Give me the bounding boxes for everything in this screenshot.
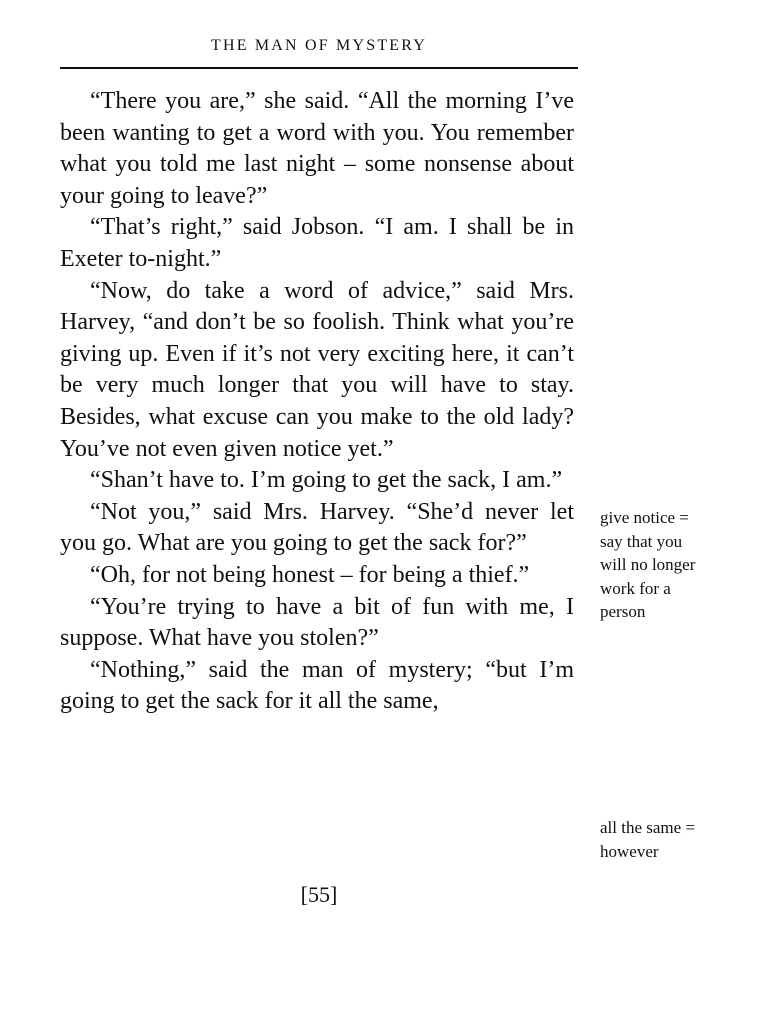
margin-gloss-all-the-same: all the same = however	[600, 818, 696, 861]
running-header: THE MAN OF MYSTERY	[210, 37, 428, 54]
paragraph-1: “There you are,” she said. “All the morning I’ve been wanting to get a word with you. You remember what you told me last night – some nonsense about your going to leave?”	[60, 88, 574, 209]
body-text	[60, 86, 574, 718]
paragraph-7: “You’re trying to have a bit of fun with me, I suppose. What have you stolen?”	[60, 593, 574, 652]
paragraph-2: “That’s right,” said Jobson. “I am. I shall be in Exeter to-night.”	[60, 214, 574, 272]
paragraph-8: “Nothing,” said the man of mystery; “but I’m going to get the sack for it all the same,	[60, 656, 574, 715]
page-number: [55]	[300, 882, 338, 907]
paragraph-3: “Now, do take a word of advice,” said Mrs. Harvey, “and don’t be so foolish. Think what you’re giving up. Even if it’s not very exciting here, it can’t be very much longer that you will have to stay. Besides, what excuse can you make to the old lady? You’ve not even given notice yet.”	[60, 277, 574, 462]
margin-gloss-give-notice: give notice = say that you will no longer work for a person	[600, 508, 696, 621]
paragraph-4: “Shan’t have to. I’m going to get the sack, I am.”	[90, 467, 563, 494]
paragraph-5: “Not you,” said Mrs. Harvey. “She’d never let you go. What are you going to get the sack for?”	[60, 498, 574, 557]
header-rule	[60, 67, 578, 69]
paragraph-6: “Oh, for not being honest – for being a thief.”	[90, 561, 530, 588]
